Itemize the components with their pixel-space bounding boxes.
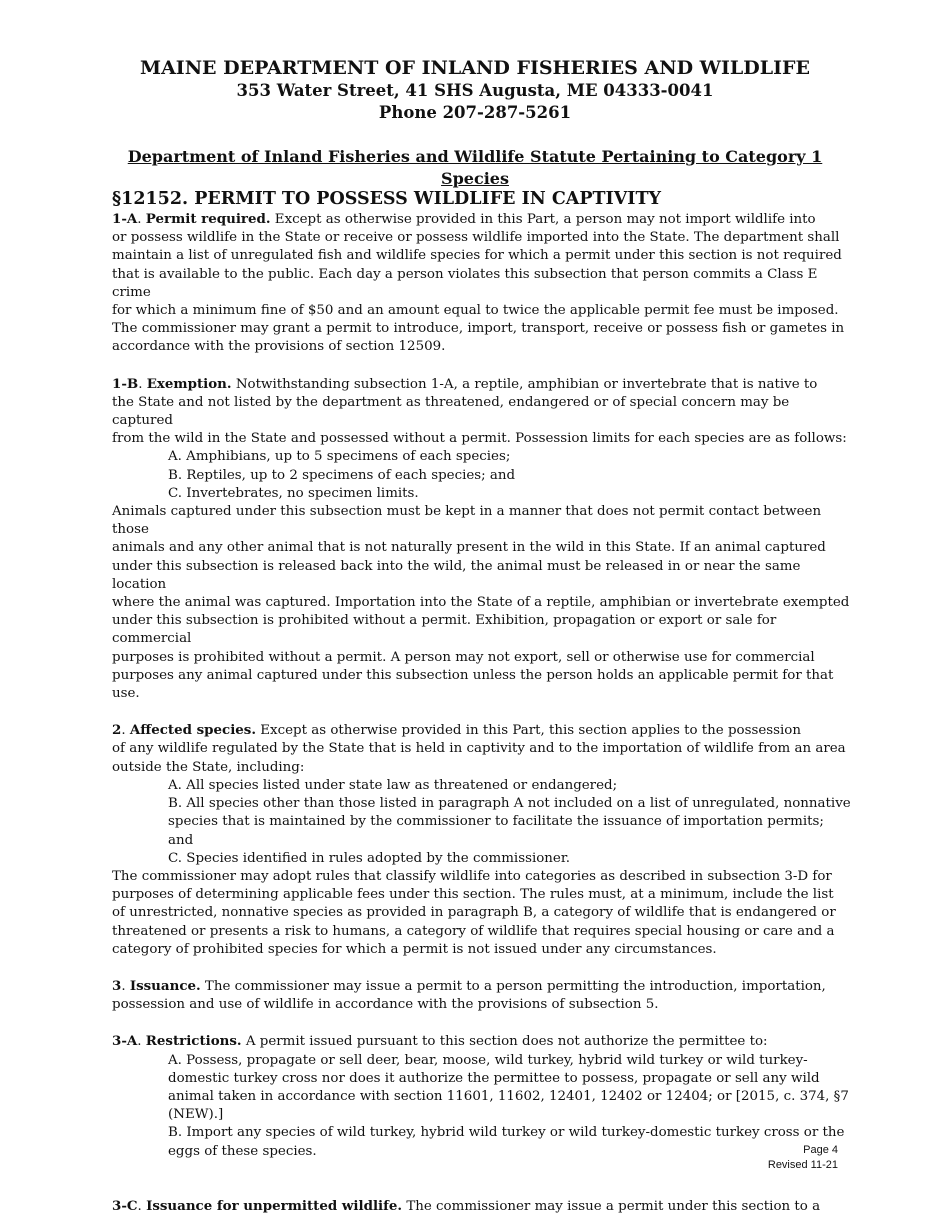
subsection-1a bbox=[112, 210, 852, 357]
subsection-title: Restrictions. bbox=[145, 1033, 242, 1050]
subsection-line bbox=[112, 375, 852, 394]
subsection-text: Except as otherwise provided in this Part, a person may not import wildlife into bbox=[270, 212, 816, 227]
subsection-line: possession and use of wildlife in accordance with the provisions of subsection 5. bbox=[112, 997, 659, 1013]
subsection-line: The commissioner may adopt rules that classify wildlife into categories as described in subsection 3-D for bbox=[112, 868, 832, 884]
subsection-line: purposes any animal captured under this subsection unless the person holds an applicable permit for that bbox=[112, 667, 834, 683]
subsection-line: Animals captured under this subsection must be kept in a manner that does not permit contact between those bbox=[112, 504, 822, 538]
subsection-separator: . bbox=[137, 212, 146, 227]
list-item: A. Amphibians, up to 5 specimens of each species; bbox=[168, 449, 511, 465]
subsection-line: of unrestricted, nonnative species as provided in paragraph B, a category of wildlife that is endangered or bbox=[112, 905, 836, 921]
subsection-separator: . bbox=[137, 1034, 146, 1050]
subsection-line: that is available to the public. Each day a person violates this subsection that person commits a Class E crime bbox=[112, 266, 818, 300]
subsection-line: the State and not listed by the department as threatened, endangered or of special concern may be captured bbox=[112, 394, 790, 429]
page-number: Page 4 bbox=[803, 1144, 838, 1156]
document-title: Department of Inland Fisheries and Wildlife Statute Pertaining to Category 1 Species bbox=[127, 147, 823, 188]
subsection-line: purposes is prohibited without a permit. A person may not export, sell or otherwise use for commercial bbox=[112, 649, 815, 665]
subsection-line bbox=[112, 977, 852, 996]
subsection-number: 1-A bbox=[112, 211, 138, 227]
subsection-number: 2 bbox=[112, 722, 122, 739]
subsection-separator: . bbox=[121, 723, 130, 739]
subsection-line: from the wild in the State and possessed without a permit. Possession limits for each species are as follows: bbox=[112, 431, 847, 447]
letterhead bbox=[112, 56, 838, 124]
list-item: A. Possess, propagate or sell deer, bear, moose, wild turkey, hybrid wild turkey or wild turkey- bbox=[168, 1052, 808, 1068]
subsection-title: Exemption. bbox=[146, 375, 232, 392]
subsection-separator: . bbox=[138, 376, 147, 392]
subsection-number: 3-A bbox=[112, 1033, 138, 1050]
list-item: eggs of these species. bbox=[168, 1143, 317, 1159]
subsection-1b bbox=[112, 375, 852, 704]
subsection-line bbox=[112, 1032, 852, 1051]
subsection-separator: . bbox=[121, 978, 130, 994]
subsection-line: animals and any other animal that is not naturally present in the wild in this State. If an animal captured bbox=[112, 540, 826, 556]
subsection-number: 3 bbox=[112, 977, 122, 994]
list-item: species that is maintained by the commissioner to facilitate the issuance of importation permits; and bbox=[168, 814, 824, 848]
list-item: animal taken in accordance with section 11601, 11602, 12401, 12402 or 12404; or [2015, c. 374, §7 bbox=[168, 1088, 849, 1104]
list-item: B. All species other than those listed in paragraph A not included on a list of unregulated, nonnative bbox=[168, 796, 851, 812]
subsection-line: outside the State, including: bbox=[112, 759, 305, 775]
organization-name: MAINE DEPARTMENT OF INLAND FISHERIES AND WILDLIFE bbox=[140, 57, 810, 79]
list-item: A. All species listed under state law as threatened or endangered; bbox=[168, 777, 618, 793]
subsection-number: 1-B bbox=[112, 375, 139, 392]
subsection-line bbox=[112, 1197, 852, 1216]
subsection-text: Except as otherwise provided in this Part, this section applies to the possession bbox=[256, 723, 801, 739]
subsection-text: The commissioner may issue a permit under this section to a bbox=[402, 1198, 821, 1214]
list-item: C. Invertebrates, no specimen limits. bbox=[168, 485, 419, 501]
subsection-line: of any wildlife regulated by the State that is held in captivity and to the importation of wildlife from an area bbox=[112, 741, 846, 757]
subsection-line: accordance with the provisions of section 12509. bbox=[112, 339, 446, 355]
subsection-line bbox=[112, 721, 852, 740]
subsection-title: Issuance for unpermitted wildlife. bbox=[146, 1197, 403, 1214]
spacer bbox=[112, 357, 852, 375]
subsection-separator: . bbox=[137, 1198, 147, 1214]
subsection-line: where the animal was captured. Importation into the State of a reptile, amphibian or invertebrate exempted bbox=[112, 595, 850, 611]
revision-date: Revised 11-21 bbox=[767, 1159, 838, 1171]
subsection-text: Notwithstanding subsection 1-A, a reptile, amphibian or invertebrate that is native to bbox=[231, 376, 818, 392]
subsection-line: use. bbox=[112, 686, 140, 702]
list-item: (NEW).] bbox=[168, 1107, 224, 1123]
subsection-line: under this subsection is released back into the wild, the animal must be released in or near the same location bbox=[112, 558, 801, 592]
subsection-title: Permit required. bbox=[145, 211, 271, 227]
subsection-line: The commissioner may grant a permit to introduce, import, transport, receive or possess fish or gametes in bbox=[112, 321, 845, 337]
subsection-text: A permit issued pursuant to this section does not authorize the permittee to: bbox=[241, 1034, 768, 1050]
subsection-number: 3-C bbox=[112, 1197, 138, 1214]
subsection-3a bbox=[112, 1032, 852, 1160]
subsection-line: or possess wildlife in the State or receive or possess wildlife imported into the State. The department shall bbox=[112, 230, 840, 246]
spacer bbox=[112, 1161, 852, 1197]
subsection-line bbox=[112, 210, 852, 229]
subsection-line: under this subsection is prohibited without a permit. Exhibition, propagation or export or sale for commercial bbox=[112, 613, 777, 647]
spacer bbox=[112, 1014, 852, 1032]
list-item: domestic turkey cross nor does it authorize the permittee to possess, propagate or sell any wild bbox=[168, 1070, 820, 1086]
subsection-3c bbox=[112, 1197, 852, 1216]
subsection-2 bbox=[112, 721, 852, 959]
section-heading: §12152. PERMIT TO POSSESS WILDLIFE IN CAPTIVITY bbox=[112, 189, 662, 209]
spacer bbox=[112, 703, 852, 721]
organization-address: 353 Water Street, 41 SHS Augusta, ME 04333-0041 bbox=[236, 81, 714, 100]
subsection-line: maintain a list of unregulated fish and wildlife species for which a permit under this section is not required bbox=[112, 248, 842, 264]
subsection-line: purposes of determining applicable fees under this section. The rules must, at a minimum, include the list bbox=[112, 887, 834, 903]
statute-body bbox=[112, 210, 852, 1216]
subsection-title: Affected species. bbox=[129, 722, 257, 739]
spacer bbox=[112, 959, 852, 977]
organization-phone: Phone 207-287-5261 bbox=[378, 103, 572, 122]
subsection-line: category of prohibited species for which a permit is not issued under any circumstances. bbox=[112, 941, 717, 957]
subsection-title: Issuance. bbox=[129, 977, 201, 994]
subsection-3 bbox=[112, 977, 852, 1014]
list-item: B. Import any species of wild turkey, hybrid wild turkey or wild turkey-domestic turkey cross or the bbox=[168, 1125, 845, 1141]
list-item: B. Reptiles, up to 2 specimens of each species; and bbox=[168, 467, 516, 483]
subsection-text: The commissioner may issue a permit to a person permitting the introduction, importation, bbox=[200, 978, 826, 994]
subsection-line: threatened or presents a risk to humans, a category of wildlife that requires special housing or care and a bbox=[112, 923, 835, 939]
list-item: C. Species identified in rules adopted by the commissioner. bbox=[168, 850, 571, 866]
subsection-line: for which a minimum fine of $50 and an amount equal to twice the applicable permit fee must be imposed. bbox=[112, 303, 839, 319]
page-footer bbox=[768, 1143, 838, 1173]
